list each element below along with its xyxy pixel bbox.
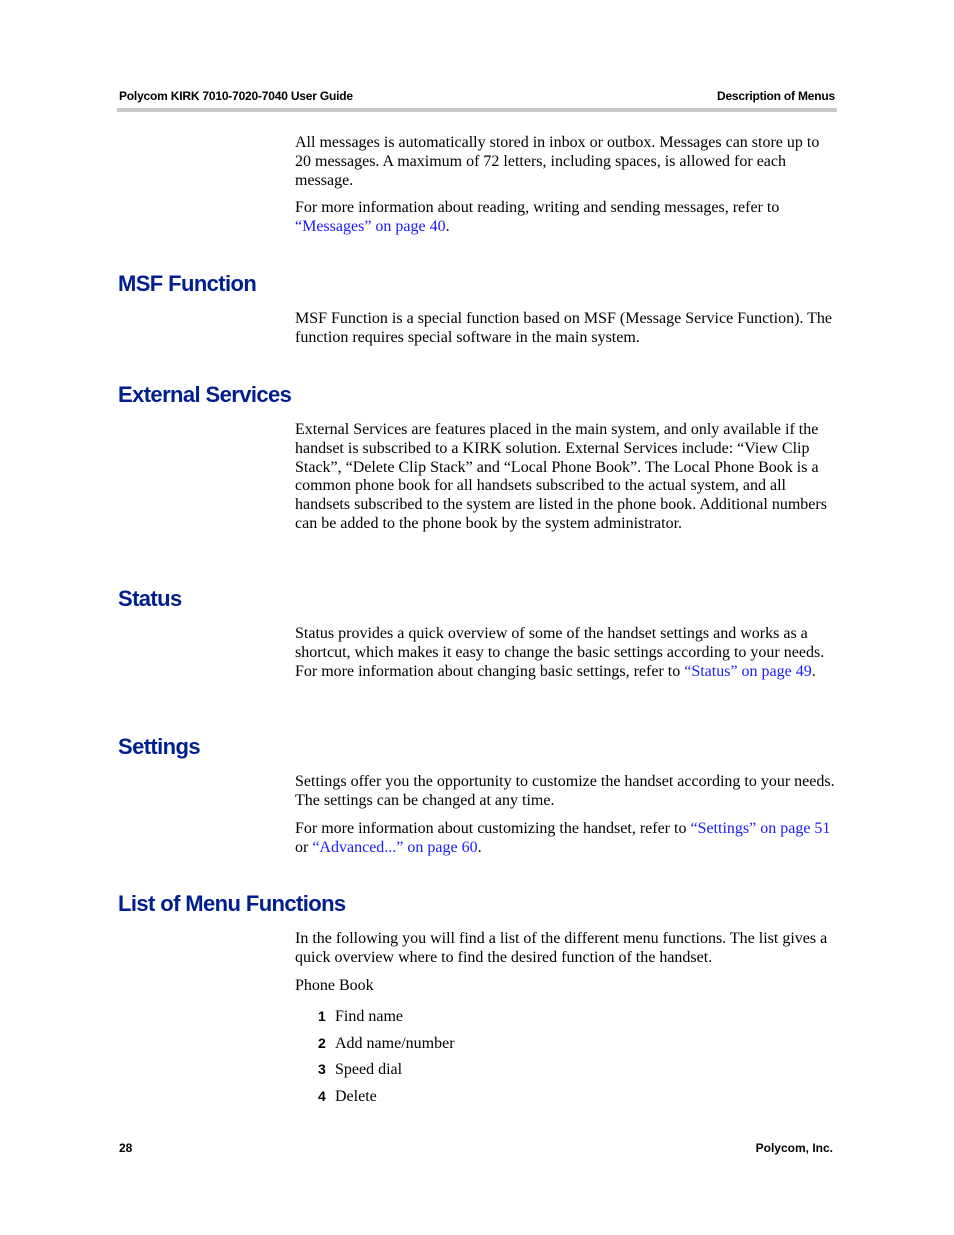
settings-paragraph-1: Settings offer you the opportunity to customize the handset according to your needs. The settings can be changed at any time. (295, 773, 835, 809)
menu-list-paragraph: In the following you will find a list of the different menu functions. The list gives a quick overview where to find the desired function of the handset. (295, 930, 828, 966)
intro-p2-end: . (445, 217, 450, 235)
status-paragraph (295, 625, 835, 681)
status-link[interactable]: “Status” on page 49 (684, 662, 812, 680)
list-item-label: Delete (335, 1088, 377, 1105)
external-services-paragraph: External Services are features placed in the main system, and only available if the handset is subscribed to a KIRK solution. External Services include: “View Clip Stack”, “Delete Clip Stack” and “Local Phone Book”. The Local Phone Book is a common phone book for all handsets subscribed to the actual system, and all handsets subscribed to the system are listed in the phone book. Additional numbers can be added to the phone book by the system administrator. (295, 421, 827, 532)
list-item-number: 4 (318, 1088, 326, 1104)
settings-heading: Settings (118, 734, 200, 759)
header-divider (117, 108, 837, 112)
list-item-number: 3 (318, 1061, 326, 1077)
list-item (318, 1035, 455, 1053)
settings-p2-end: . (477, 838, 482, 856)
intro-paragraph-2 (295, 199, 835, 237)
list-item-label: Find name (335, 1008, 403, 1025)
phone-book-group-label: Phone Book (295, 977, 374, 994)
list-item (318, 1061, 402, 1079)
page-number: 28 (119, 1141, 133, 1155)
status-p1-end: . (811, 662, 816, 680)
intro-paragraph-1: All messages is automatically stored in inbox or outbox. Messages can store up to 20 messages. A maximum of 72 letters, including spaces, is allowed for each message. (295, 134, 820, 189)
status-p1-text: Status provides a quick overview of some of the handset settings and works as a shortcut, which makes it easy to change the basic settings according to your needs. For more information about changing basic settings, refer to (295, 625, 825, 680)
list-item (318, 1088, 377, 1106)
list-item (318, 1008, 403, 1026)
list-item-label: Add name/number (335, 1035, 455, 1052)
msf-function-heading: MSF Function (118, 271, 257, 296)
msf-paragraph: MSF Function is a special function based on MSF (Message Service Function). The function requires special software in the main system. (295, 310, 832, 346)
messages-link[interactable]: “Messages” on page 40 (295, 217, 446, 235)
footer-company: Polycom, Inc. (755, 1141, 833, 1155)
advanced-link[interactable]: “Advanced...” on page 60 (312, 838, 478, 856)
settings-p2-text: For more information about customizing the handset, refer to (295, 820, 691, 837)
settings-link[interactable]: “Settings” on page 51 (690, 820, 831, 837)
list-item-number: 2 (318, 1035, 326, 1051)
header-doc-title: Polycom KIRK 7010-7020-7040 User Guide (119, 89, 353, 103)
list-item-label: Speed dial (335, 1061, 403, 1078)
list-item-number: 1 (318, 1008, 326, 1024)
header-section-title: Description of Menus (716, 89, 835, 103)
intro-p2-text: For more information about reading, writing and sending messages, refer to (295, 199, 780, 216)
external-services-heading: External Services (118, 382, 292, 407)
settings-paragraph-2 (295, 820, 835, 858)
list-of-menu-functions-heading: List of Menu Functions (118, 891, 346, 916)
status-heading: Status (118, 586, 182, 611)
settings-p2-mid: or (295, 838, 313, 856)
